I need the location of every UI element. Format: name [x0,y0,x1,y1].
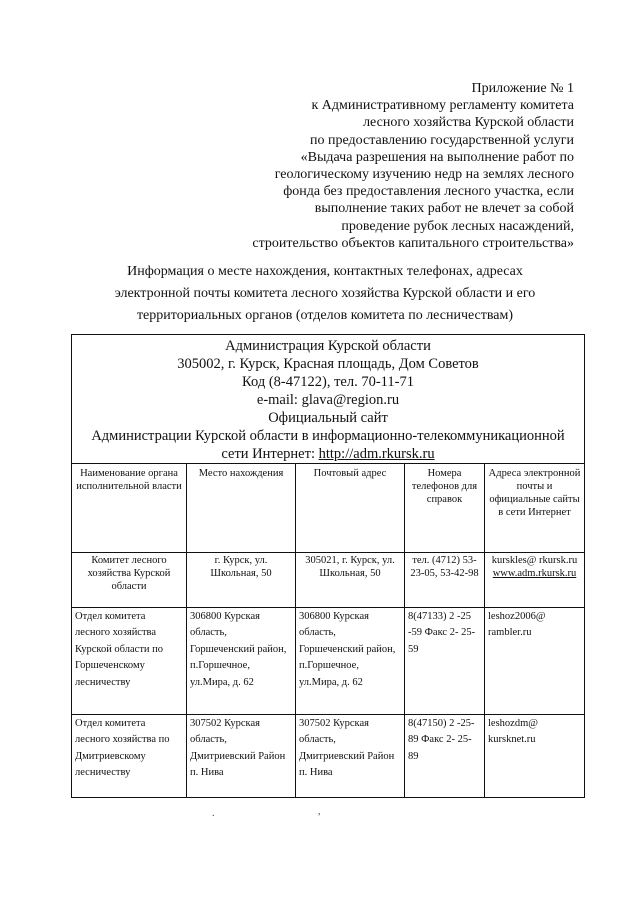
appendix-line: геологическому изучению недр на землях лесного [274,167,574,183]
row-phones: 8(47150) 2 -25-89 Факс 2- 25-89 [405,715,485,798]
heading-line: электронной почты комитета лесного хозяйства Курской области и его [114,286,536,301]
table-row [72,715,585,798]
header-cell-name: Наименование органа исполнительной власти [72,464,187,553]
committee-contacts [485,553,585,608]
row-postal: 307502 Курская область, Дмитриевский Район п. Нива [296,715,405,798]
contacts-table [71,334,585,798]
committee-site-link[interactable]: www.adm.rkursk.ru [492,568,577,579]
row-email[interactable]: leshoz2006@ rambler.ru [485,608,585,715]
admin-row [72,335,585,464]
committee-email[interactable]: kurskles@ rkursk.ru [491,555,578,566]
row-name: Отдел комитета лесного хозяйства по Дмитриевскому лесничеству [72,715,187,798]
table-row [72,608,585,715]
appendix-line: фонда без предоставления лесного участка, если [283,184,574,200]
admin-site-line [74,445,582,463]
appendix-line: выполнение таких работ не влечет за собой [314,201,574,217]
admin-email: e-mail: glava@region.ru [256,392,400,408]
committee-phones: тел. (4712) 53-23-05, 53-42-98 [405,553,485,608]
appendix-line: «Выдача разрешения на выполнение работ по [300,149,574,165]
admin-site-link[interactable]: http://adm.rkursk.ru [318,446,435,462]
admin-site-desc: Администрации Курской области в информационно-телекоммуникационной [91,428,565,444]
admin-cell [72,335,585,464]
heading-line: Информация о месте нахождения, контактных телефонах, адресах [127,264,523,279]
appendix-line: строительство объектов капитального строительства» [252,235,574,251]
appendix-line: лесного хозяйства Курской области [363,115,574,131]
table-row-committee [72,553,585,608]
appendix-line: по предоставлению государственной услуги [310,132,574,148]
row-postal: 306800 Курская область, Горшеченский район, п.Горшечное, ул.Мира, д. 62 [296,608,405,715]
appendix-block [154,80,574,252]
row-phones: 8(47133) 2 -25 -59 Факс 2- 25-59 [405,608,485,715]
row-name: Отдел комитета лесного хозяйства Курской области по Горшеченскому лесничеству [72,608,187,715]
committee-name: Комитет лесного хозяйства Курской области [72,553,187,608]
admin-title: Администрация Курской области [225,338,431,354]
row-location: 307502 Курская область, Дмитриевский Район п. Нива [187,715,296,798]
header-cell-location: Место нахождения [187,464,296,553]
admin-address: 305002, г. Курск, Красная площадь, Дом Советов [177,356,479,372]
appendix-line: проведение рубок лесных насаждений, [341,218,574,234]
table-header-row [72,464,585,553]
document-heading [80,261,570,327]
header-cell-postal: Почтовый адрес [296,464,405,553]
admin-site-label: Официальный сайт [268,410,388,426]
appendix-line: к Административному регламенту комитета [311,98,574,114]
admin-phone: Код (8-47122), тел. 70-11-71 [242,374,414,390]
heading-line: территориальных органов (отделов комитета по лесничествам) [136,308,514,323]
header-cell-email: Адреса электронной почты и официальные сайты в сети Интернет [485,464,585,553]
scan-artifact: , [318,806,321,817]
header-cell-phones: Номера телефонов для справок [405,464,485,553]
committee-location: г. Курск, ул. Школьная, 50 [187,553,296,608]
committee-postal: 305021, г. Курск, ул. Школьная, 50 [296,553,405,608]
row-location: 306800 Курская область, Горшеченский район, п.Горшечное, ул.Мира, д. 62 [187,608,296,715]
appendix-line: Приложение № 1 [471,81,574,96]
admin-site-prefix: сети Интернет: [221,446,319,462]
scan-artifact: . [212,808,215,819]
row-email[interactable]: leshozdm@ kursknet.ru [485,715,585,798]
